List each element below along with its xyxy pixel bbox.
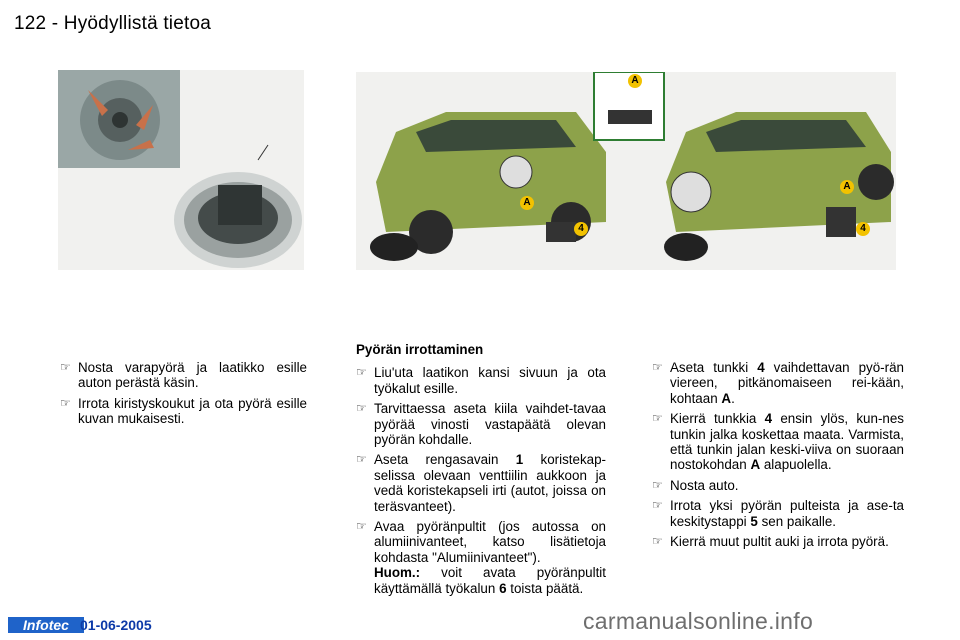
list-item: ☞ Aseta rengasavain 1 koristekap-selissa olevaan venttiilin aukkoon ja vedä koristekapseli irti (autot, joissa on teräsvanteet). [356,452,606,514]
page-title: 122 - Hyödyllistä tietoa [14,13,212,34]
list-item: ☞ Nosta auto. [652,477,739,493]
list-item: ☞ Kierrä tunkkia 4 ensin ylös, kun-nes tunkin jalka koskettaa maata. Varmista, että tunkin jalan keski-viiva on suoraan nostokohdan A alapuolella. [652,411,904,473]
section-title: Pyörän irrottaminen [356,342,484,357]
column-3 [652,360,904,554]
pointing-hand-icon: ☞ [652,534,663,549]
callout-a-left: A [520,196,534,210]
list-item: ☞ Irrota yksi pyörän pulteista ja ase-ta keskitystappi 5 sen paikalle. [652,498,904,529]
spare-wheel-figure [58,70,304,270]
list-item: ☞ Liu'uta laatikon kansi sivuun ja ota työkalut esille. [356,365,606,396]
callout-a-right: A [840,180,854,194]
pointing-hand-icon: ☞ [652,360,663,374]
list-item: ☞ Avaa pyöränpultit (jos autossa on alumiinivanteet, katso lisätietoja kohdasta "Alumiinivanteet"). Huom.: voit avata pyöränpultit käyttämällä työkalun 6 toista päätä. [356,519,606,596]
callout-4-right: 4 [856,222,870,236]
callout-a-inset: A [628,74,642,88]
list-item: ☞ Irrota kiristyskoukut ja ota pyörä esille kuvan mukaisesti. [60,395,307,427]
infotec-logo: Infotec [8,617,84,633]
callout-4-left: 4 [574,222,588,236]
car-jack-figure [356,72,896,270]
pointing-hand-icon: ☞ [356,401,367,416]
list-item: ☞ Aseta tunkki 4 vaihdettavan pyö-rän viereen, pitkänomaiseen rei-kään, kohtaan A. [652,360,904,406]
column-2 [356,342,606,601]
pointing-hand-icon: ☞ [652,498,663,513]
watermark: carmanualsonline.info [583,608,814,634]
pointing-hand-icon: ☞ [652,411,663,426]
pointing-hand-icon: ☞ [356,519,367,534]
footer-date: 01-06-2005 [80,617,152,633]
list-item: ☞ Kierrä muut pultit auki ja irrota pyörä. [652,534,889,550]
pointing-hand-icon: ☞ [356,365,367,380]
pointing-hand-icon: ☞ [356,452,367,467]
list-item: ☞ Nosta varapyörä ja laatikko esille auton perästä käsin. [60,360,307,391]
list-item: ☞ Tarvittaessa aseta kiila vaihdet-tavaa pyörää vinosti vastapäätä olevan pyörän kohdalle. [356,401,606,448]
column-1 [60,360,307,432]
pointing-hand-icon: ☞ [652,477,663,492]
pointing-hand-icon: ☞ [60,360,71,374]
pointing-hand-icon: ☞ [60,395,71,410]
